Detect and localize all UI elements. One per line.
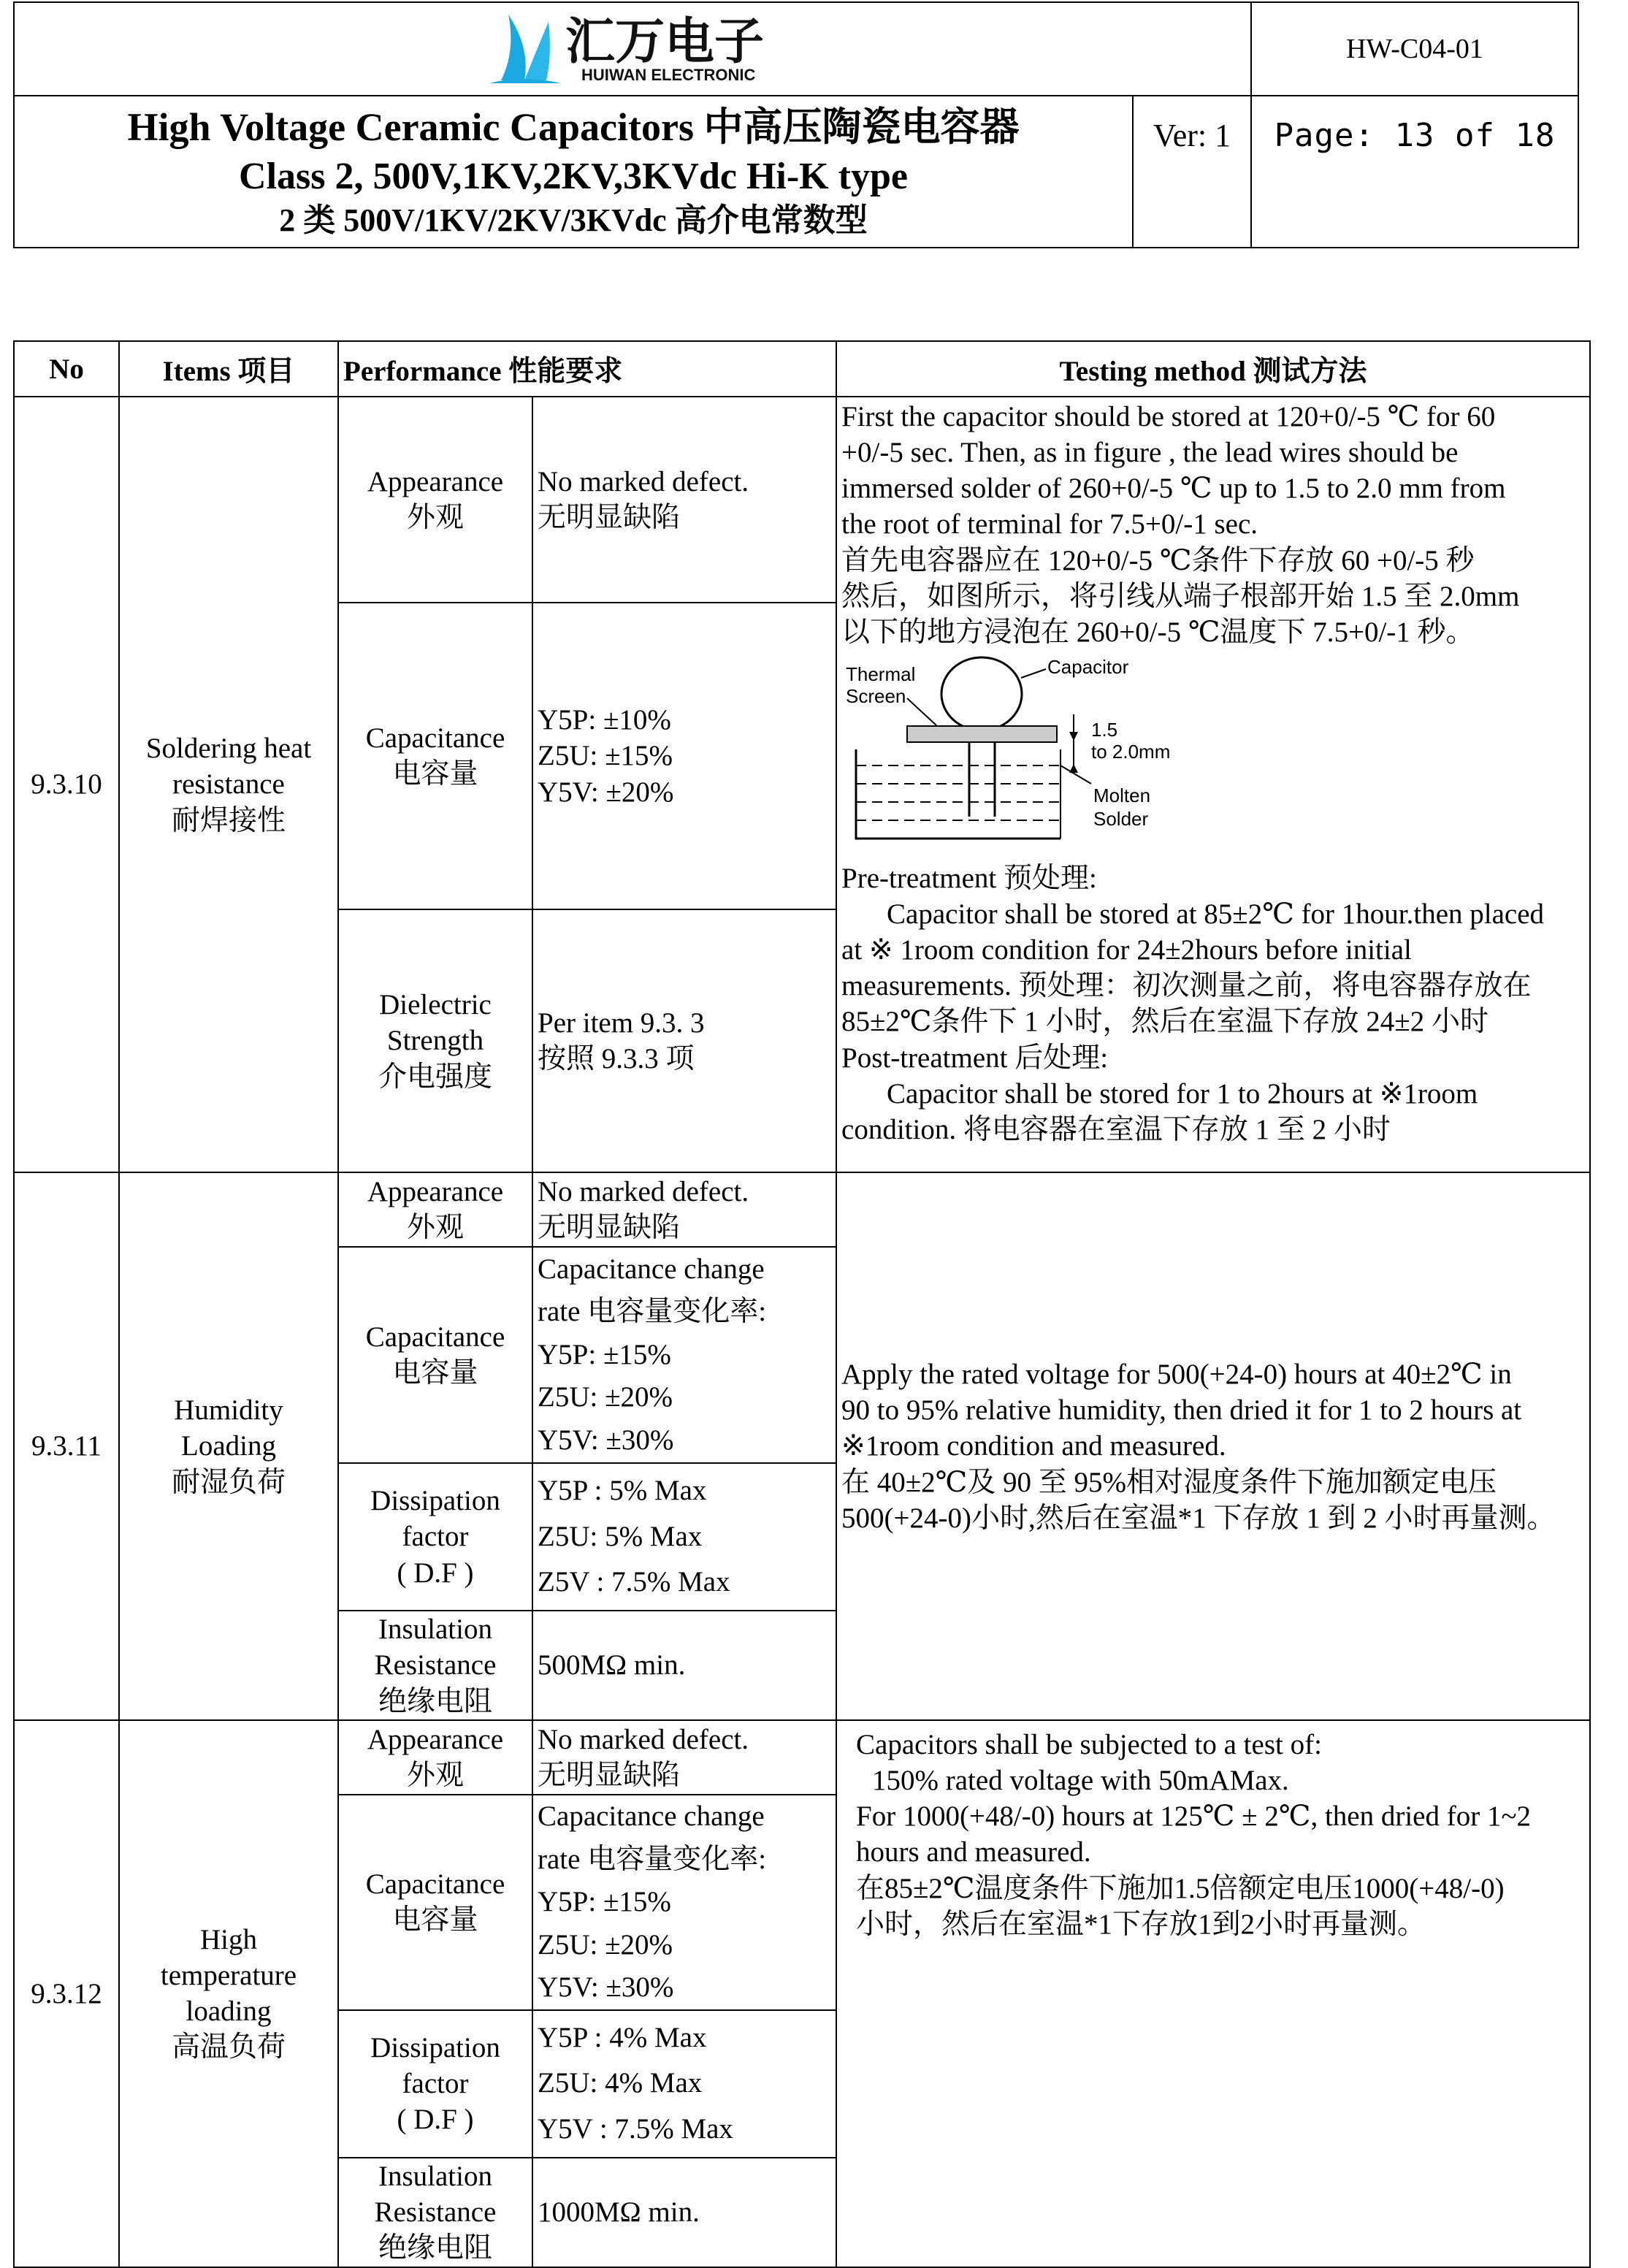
- title-line-3: 2 类 500V/1KV/2KV/3KVdc 高介电常数型: [279, 202, 868, 238]
- perf-name: Capacitance 电容量: [338, 1247, 532, 1463]
- svg-text:Capacitor: Capacitor: [1047, 655, 1129, 678]
- logo-cn-text: 汇万电子: [565, 13, 765, 69]
- header-items: Items 项目: [119, 341, 338, 397]
- perf-name: Dissipation factor ( D.F ): [338, 2010, 532, 2158]
- soldering-figure: [841, 656, 1221, 853]
- svg-text:Screen: Screen: [846, 684, 906, 707]
- table-row: [14, 1720, 1590, 1795]
- perf-req: Y5P : 4% Max Z5U: 4% Max Y5V : 7.5% Max: [532, 2010, 836, 2158]
- method-9311: Apply the rated voltage for 500(+24-0) hours at 40±2℃ in 90 to 95% relative humidity, then dried it for 1 to 2 hours at ※1room condition and measured. 在 40±2℃及 90 至 95%相对湿度条件下施加额定电压 500(+24-0)小时,然后在室温*1 下存放 1 到 2 小时再量测。: [836, 1172, 1590, 1720]
- perf-req: Y5P: ±10% Z5U: ±15% Y5V: ±20%: [532, 603, 836, 909]
- row-item: Soldering heat resistance 耐焊接性: [119, 397, 338, 1172]
- perf-name: Insulation Resistance 绝缘电阻: [338, 1611, 532, 1720]
- test-spec-table: [13, 340, 1591, 2268]
- perf-name: Capacitance 电容量: [338, 603, 532, 909]
- version: Ver: 1: [1133, 96, 1251, 248]
- perf-name: Capacitance 电容量: [338, 1795, 532, 2010]
- perf-name: Dielectric Strength 介电强度: [338, 909, 532, 1172]
- row-item: High temperature loading 高温负荷: [119, 1720, 338, 2267]
- logo-cell: [14, 2, 1251, 96]
- perf-name: Appearance 外观: [338, 1172, 532, 1247]
- row-no: 9.3.10: [14, 397, 119, 1172]
- page-number: Page: 13 of 18: [1251, 96, 1578, 248]
- header-method: Testing method 测试方法: [836, 341, 1590, 397]
- title-line-1: High Voltage Ceramic Capacitors 中高压陶瓷电容器: [127, 105, 1020, 150]
- perf-name: Insulation Resistance 绝缘电阻: [338, 2158, 532, 2267]
- document-header: [13, 1, 1579, 248]
- row-no: 9.3.12: [14, 1720, 119, 2267]
- title-cell: [14, 96, 1133, 248]
- table-row: [14, 1172, 1590, 1247]
- header-no: No: [14, 341, 119, 397]
- svg-text:to 2.0mm: to 2.0mm: [1091, 740, 1171, 763]
- title-line-2: Class 2, 500V,1KV,2KV,3KVdc Hi-K type: [239, 155, 908, 197]
- svg-text:1.5: 1.5: [1091, 718, 1118, 741]
- perf-name: Appearance 外观: [338, 1720, 532, 1795]
- perf-req: Capacitance change rate 电容量变化率: Y5P: ±15% Z5U: ±20% Y5V: ±30%: [532, 1795, 836, 2010]
- method-9312: Capacitors shall be subjected to a test of: 150% rated voltage with 50mAMax. For 1000(+48/-0) hours at 125℃ ± 2℃, then dried for 1~2 hours and measured. 在85±2℃温度条件下施加1.5倍额定电压1000(+48/-0) 小时，然后在室温*1下存放1到2小时再量测。: [836, 1720, 1590, 2267]
- table-header-row: [14, 341, 1590, 397]
- svg-text:Solder: Solder: [1093, 807, 1149, 830]
- huiwan-logo: [479, 7, 786, 88]
- row-no: 9.3.11: [14, 1172, 119, 1720]
- perf-name: Dissipation factor ( D.F ): [338, 1463, 532, 1611]
- perf-req: 1000MΩ min.: [532, 2158, 836, 2267]
- perf-req: No marked defect. 无明显缺陷: [532, 1720, 836, 1795]
- table-row: [14, 397, 1590, 603]
- perf-req: Y5P : 5% Max Z5U: 5% Max Z5V : 7.5% Max: [532, 1463, 836, 1611]
- logo-en-text: HUIWAN ELECTRONIC: [581, 65, 756, 84]
- row-item: Humidity Loading 耐湿负荷: [119, 1172, 338, 1720]
- method-9310: First the capacitor should be stored at 120+0/-5 ℃ for 60 +0/-5 sec. Then, as in figure , the lead wires should be immersed solder of 260+0/-5 ℃ up to 1.5 to 2.0 mm from the root of terminal for 7.5+0/-1 sec. 首先电容器应在 120+0/-5 ℃条件下存放 60 +0/-5 秒 然后，如图所示，将引线从端子根部开始 1.5 至 2.0mm 以下的地方浸泡在 260+0/-5 ℃温度下 7.5+0/-1 秒。 Thermal Screen Capacitor 1.5 to 2.0mm Molten Solder Pre-treatment 预处理: Capacitor shall be stored at 85±2℃ for 1hour.then placed at ※ 1room condition for 24±2hours before initial measurements. 预处理：初次测量之前，将电容器存放在 85±2℃条件下 1 小时，然后在室温下存放 24±2 小时 Post-treatment 后处理: Capacitor shall be stored for 1 to 2hours at ※1room condition. 将电容器在室温下存放 1 至 2 小时: [836, 397, 1590, 1172]
- svg-text:Thermal: Thermal: [846, 663, 916, 685]
- perf-req: No marked defect. 无明显缺陷: [532, 397, 836, 603]
- doc-number: HW-C04-01: [1251, 2, 1578, 96]
- perf-name: Appearance 外观: [338, 397, 532, 603]
- sail-logo-icon: [489, 15, 561, 83]
- svg-text:Molten: Molten: [1093, 784, 1151, 806]
- header-performance: Performance 性能要求: [338, 341, 836, 397]
- perf-req: 500MΩ min.: [532, 1611, 836, 1720]
- perf-req: Capacitance change rate 电容量变化率: Y5P: ±15% Z5U: ±20% Y5V: ±30%: [532, 1247, 836, 1463]
- perf-req: No marked defect. 无明显缺陷: [532, 1172, 836, 1247]
- perf-req: Per item 9.3. 3 按照 9.3.3 项: [532, 909, 836, 1172]
